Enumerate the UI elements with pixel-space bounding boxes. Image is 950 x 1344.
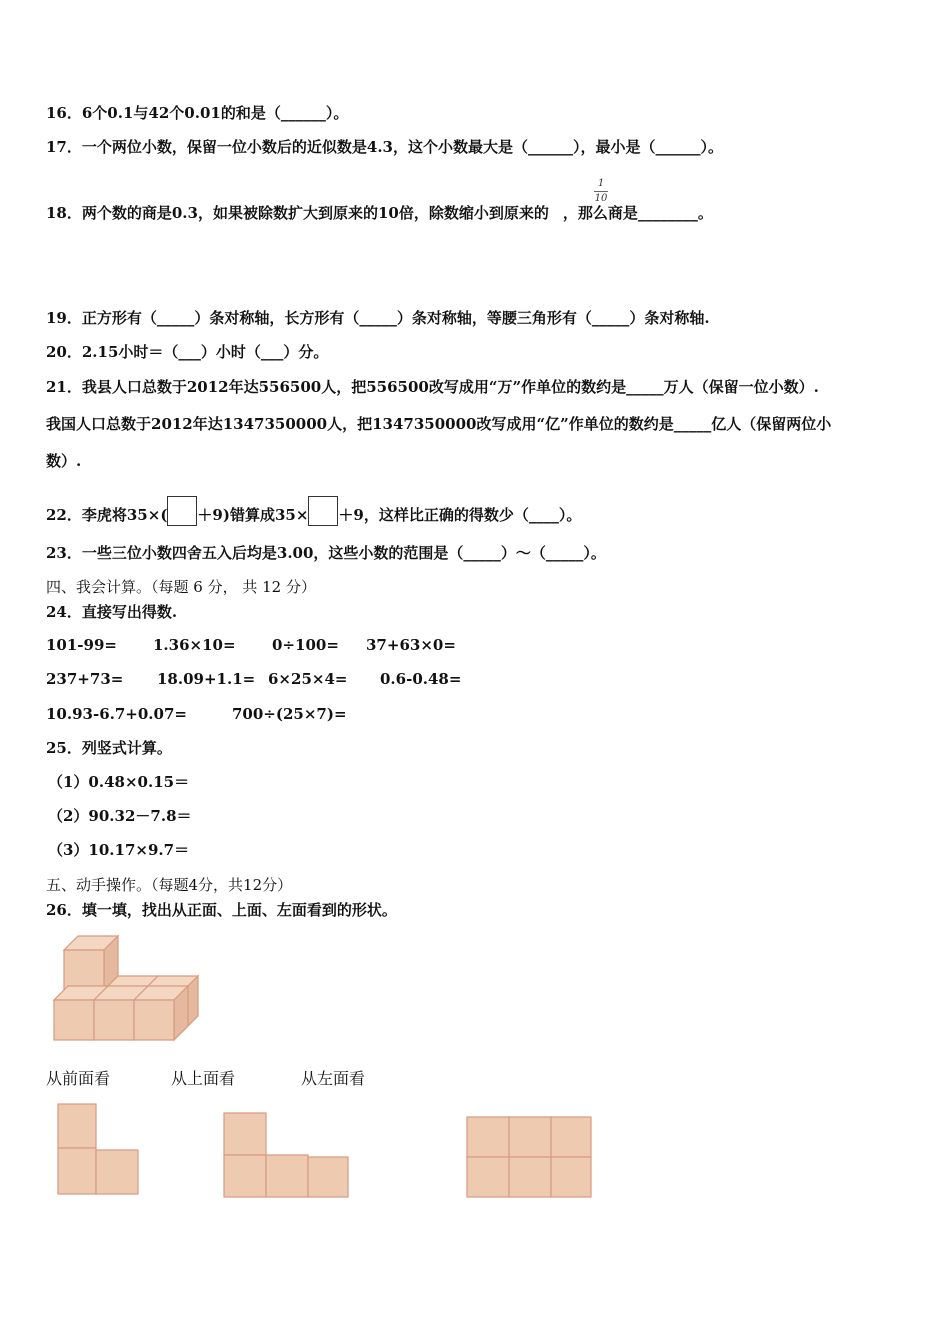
calc-item: 237+73=: [46, 670, 124, 688]
calc-item: 700÷(25×7)=: [232, 705, 347, 723]
vertical-calc-item: （1）0.48×0.15＝: [48, 773, 190, 791]
cube-arrangement-figure: [46, 928, 206, 1046]
top-view-shape: [222, 1111, 352, 1199]
section-5-heading: 五、动手操作。（每题4分，共12分）: [46, 876, 293, 894]
question-22-part-3: ＋9，这样比正确的得数少（____）。: [338, 506, 582, 524]
calc-item: 101-99=: [46, 636, 117, 654]
question-24-title: 24．直接写出得数.: [46, 603, 178, 621]
calc-item: 18.09+1.1=: [157, 670, 256, 688]
calc-item: 0÷100=: [272, 636, 339, 654]
question-26-title: 26．填一填，找出从正面、上面、左面看到的形状。: [46, 901, 397, 919]
question-22: [46, 496, 581, 526]
question-18-text: 18．两个数的商是0.3，如果被除数扩大到原来的10倍，除数缩小到原来的: [46, 204, 549, 222]
calc-item: 10.93-6.7+0.07=: [46, 705, 187, 723]
question-21-line-3: 数）.: [46, 452, 82, 470]
answer-box-1: [167, 496, 197, 526]
front-view-shape: [56, 1102, 142, 1198]
question-25-title: 25．列竖式计算。: [46, 739, 172, 757]
question-23: 23．一些三位小数四舍五入后均是3.00，这些小数的范围是（_____）～（_____）。: [46, 544, 606, 562]
question-21-line-1: 21．我县人口总数于2012年达556500人，把556500改写成用“万”作单位的数约是_____万人（保留一位小数）.: [46, 378, 819, 396]
section-4-heading: 四、我会计算。（每题 6 分， 共 12 分）: [46, 578, 316, 596]
calc-item: 6×25×4=: [268, 670, 348, 688]
vertical-calc-item: （3）10.17×9.7＝: [48, 841, 190, 859]
fraction-one-tenth: [592, 178, 610, 205]
left-view-shape: [465, 1115, 595, 1199]
fraction-numerator: 1: [597, 178, 605, 189]
question-21-line-2: 我国人口总数于2012年达1347350000人，把1347350000改写成用“亿”作单位的数约是_____亿人（保留两位小: [46, 415, 832, 433]
answer-box-2: [308, 496, 338, 526]
question-18: [46, 203, 713, 223]
question-17: 17．一个两位小数，保留一位小数后的近似数是4.3，这个小数最大是（______），最小是（______）。: [46, 138, 723, 156]
front-view-label: 从前面看: [46, 1069, 111, 1088]
question-20: 20．2.15小时＝（___）小时（___）分。: [46, 343, 329, 361]
fraction-denominator: 10: [594, 193, 608, 204]
question-22-part-1: 22．李虎将35×(: [46, 506, 168, 524]
question-18-after: ，那么商是________。: [562, 204, 713, 222]
question-19: 19．正方形有（_____）条对称轴，长方形有（_____）条对称轴，等腰三角形有（_____）条对称轴.: [46, 309, 710, 327]
calc-item: 37+63×0=: [366, 636, 456, 654]
question-22-part-2: ＋9)错算成35×: [197, 506, 309, 524]
left-view-label: 从左面看: [301, 1069, 366, 1088]
top-view-label: 从上面看: [171, 1069, 236, 1088]
question-16: 16．6个0.1与42个0.01的和是（______）。: [46, 104, 349, 122]
vertical-calc-item: （2）90.32－7.8＝: [48, 807, 192, 825]
calc-item: 0.6-0.48=: [380, 670, 462, 688]
calc-item: 1.36×10=: [153, 636, 236, 654]
